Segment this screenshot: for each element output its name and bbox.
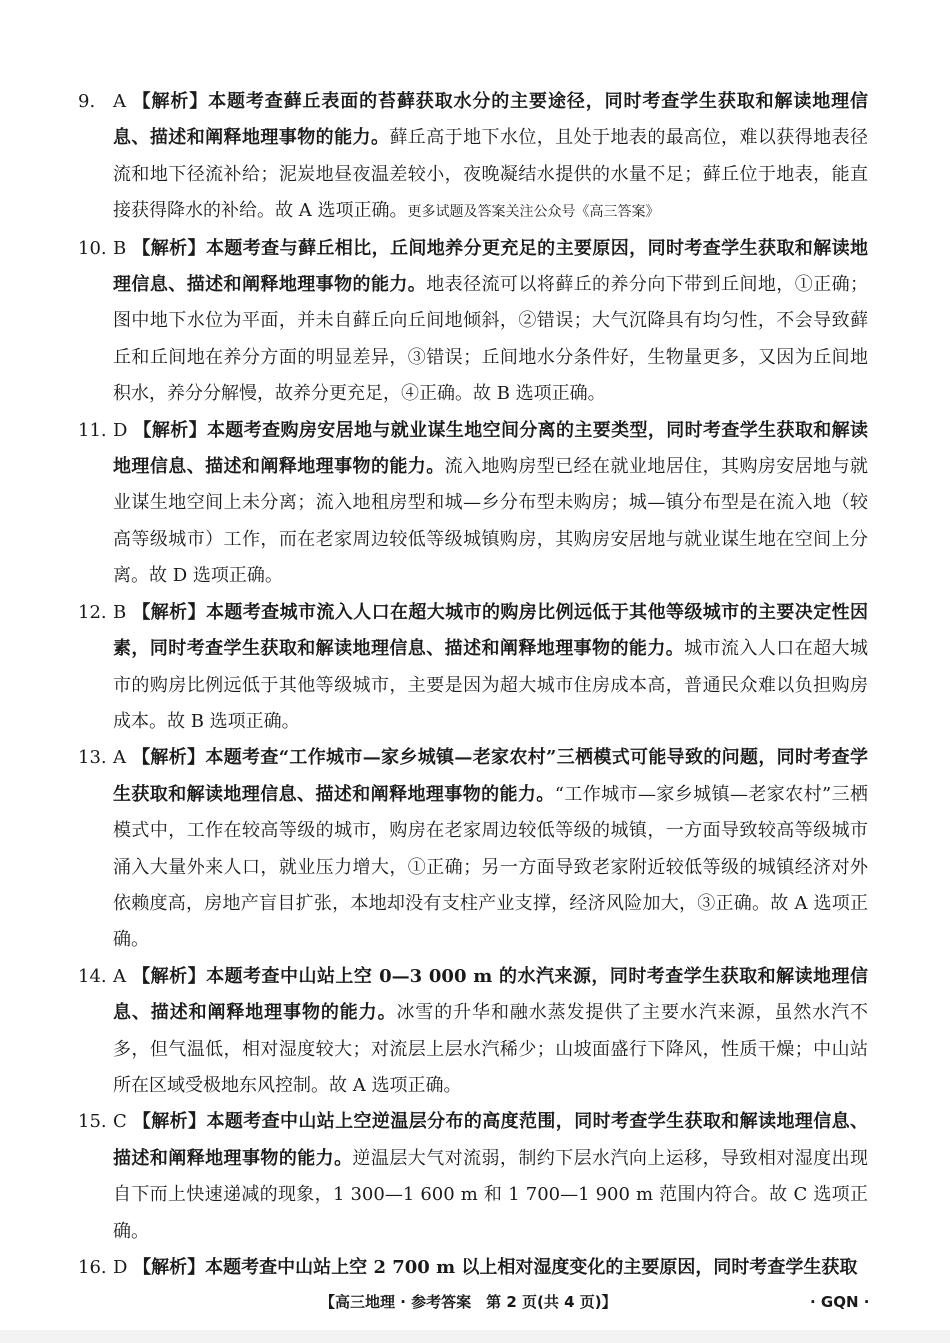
answer-letter: B: [113, 601, 127, 623]
question-number: 12.: [78, 601, 107, 623]
question-lead: 本题考查中山站上空逆温层分布的高度范围，同时考查学生获取和解读地理信息、描述和阐释地理事物的能力。: [113, 1111, 868, 1169]
analysis-tag: 【解析】: [132, 601, 206, 623]
question-lead: 本题考查“工作城市—家乡城镇—老家农村”三栖模式可能导致的问题，同时考查学生获取和解读地理信息、描述和阐释地理事物的能力。: [113, 747, 868, 805]
answer-letter: D: [113, 419, 128, 441]
question-number: 15.: [78, 1111, 107, 1133]
question-body: 地表径流可以将藓丘的养分向下带到丘间地，①正确；图中地下水位为平面，并未自藓丘向丘间地倾斜，②错误；大气沉降具有均匀性，不会导致藓丘和丘间地在养分方面的明显差异，③错误；丘间地水分条件好，生物量更多，又因为丘间地积水，养分分解慢，故养分更充足，④正确。故 B 选项正确。: [113, 274, 869, 405]
question-body: 藓丘高于地下水位，且处于地表的最高位，难以获得地表径流和地下径流补给；泥炭地昼夜温差较小，夜晚凝结水提供的水量不足；藓丘位于地表，能直接获得降水的补给。故 A 选项正确。: [113, 127, 868, 222]
question-9: [78, 84, 868, 231]
question-12: [78, 595, 868, 741]
question-body: “工作城市—家乡城镇—老家农村”三栖模式中，工作在较高等级的城市，购房在老家周边较低等级的城镇，一方面导致较高等级城市涌入大量外来人口，就业压力增大，①正确；另一方面导致老家附近较低等级的城镇经济对外依赖度高，房地产盲目扩张，本地却没有支柱产业支撑，经济风险加大，③正确。故 A 选项正确。: [113, 783, 869, 951]
question-number: 16.: [78, 1257, 107, 1278]
question-13: [78, 740, 868, 958]
analysis-tag: 【解析】: [132, 91, 209, 112]
question-number: 14.: [78, 965, 107, 987]
question-11: [78, 413, 868, 595]
question-14: [78, 959, 868, 1105]
question-number: 11.: [78, 419, 107, 441]
answer-letter: A: [113, 965, 126, 987]
question-list: [78, 84, 868, 1286]
question-body: 冰雪的升华和融水蒸发提供了主要水汽来源，虽然水汽不多，但气温低，相对湿度较大；对流层上层水汽稀少；山坡面盛行下降风，性质干燥；中山站所在区域受极地东风控制。故 A 选项正确。: [113, 1002, 869, 1096]
footer-page-info: 【高三地理 · 参考答案 第 2 页(共 4 页)】: [320, 1293, 617, 1311]
page-footer: [0, 1287, 950, 1317]
question-lead: 本题考查中山站上空 0—3 000 m 的水汽来源，同时考查学生获取和解读地理信息、描述和阐释地理事物的能力。: [113, 965, 869, 1024]
question-10: [78, 231, 868, 413]
promo-note: 更多试题及答案关注公众号《高三答案》: [407, 204, 660, 221]
question-lead: 本题考查城市流入人口在超大城市的购房比例远低于其他等级城市的主要决定性因素，同时考查学生获取和解读地理信息、描述和阐释地理事物的能力。: [113, 601, 868, 660]
answer-letter: C: [113, 1111, 127, 1133]
answer-letter: A: [113, 91, 126, 112]
question-number: 9.: [78, 91, 96, 112]
bottom-strip: [0, 1330, 950, 1343]
analysis-tag: 【解析】: [132, 237, 206, 259]
footer-code: · GQN ·: [810, 1293, 870, 1311]
question-body: 城市流入人口在超大城市的购房比例远低于其他等级城市，主要是因为超大城市住房成本高，普通民众难以负担购房成本。故 B 选项正确。: [113, 638, 868, 732]
analysis-tag: 【解析】: [132, 965, 207, 987]
answer-letter: A: [113, 747, 126, 769]
question-15: [78, 1104, 868, 1250]
question-lead: 本题考查藓丘表面的苔藓获取水分的主要途径，同时考查学生获取和解读地理信息、描述和阐释地理事物的能力。: [113, 91, 868, 149]
question-lead: 本题考查中山站上空 2 700 m 以上相对湿度变化的主要原因，同时考查学生获取: [205, 1257, 858, 1278]
question-number: 13.: [78, 747, 107, 769]
answer-letter: B: [113, 237, 127, 259]
analysis-tag: 【解析】: [133, 1257, 206, 1278]
analysis-tag: 【解析】: [132, 747, 206, 769]
question-16: [78, 1250, 868, 1286]
question-lead: 本题考查购房安居地与就业谋生地空间分离的主要类型，同时考查学生获取和解读地理信息、描述和阐释地理事物的能力。: [113, 419, 868, 478]
analysis-tag: 【解析】: [132, 1111, 207, 1133]
question-number: 10.: [78, 237, 107, 259]
question-lead: 本题考查与藓丘相比，丘间地养分更充足的主要原因，同时考查学生获取和解读地理信息、描述和阐释地理事物的能力。: [113, 237, 868, 296]
analysis-tag: 【解析】: [133, 419, 208, 441]
question-body: 逆温层大气对流弱，制约下层水汽向上运移，导致相对湿度出现自下而上快速递减的现象，1 300—1 600 m 和 1 700—1 900 m 范围内符合。故 C 选项正确。: [113, 1147, 869, 1242]
question-body: 流入地购房型已经在就业地居住，其购房安居地与就业谋生地空间上未分离；流入地租房型和城—乡分布型未购房；城—镇分布型是在流入地（较高等级城市）工作，而在老家周边较低等级城镇购房，其购房安居地与就业谋生地在空间上分离。故 D 选项正确。: [113, 456, 869, 587]
answer-letter: D: [113, 1257, 128, 1278]
